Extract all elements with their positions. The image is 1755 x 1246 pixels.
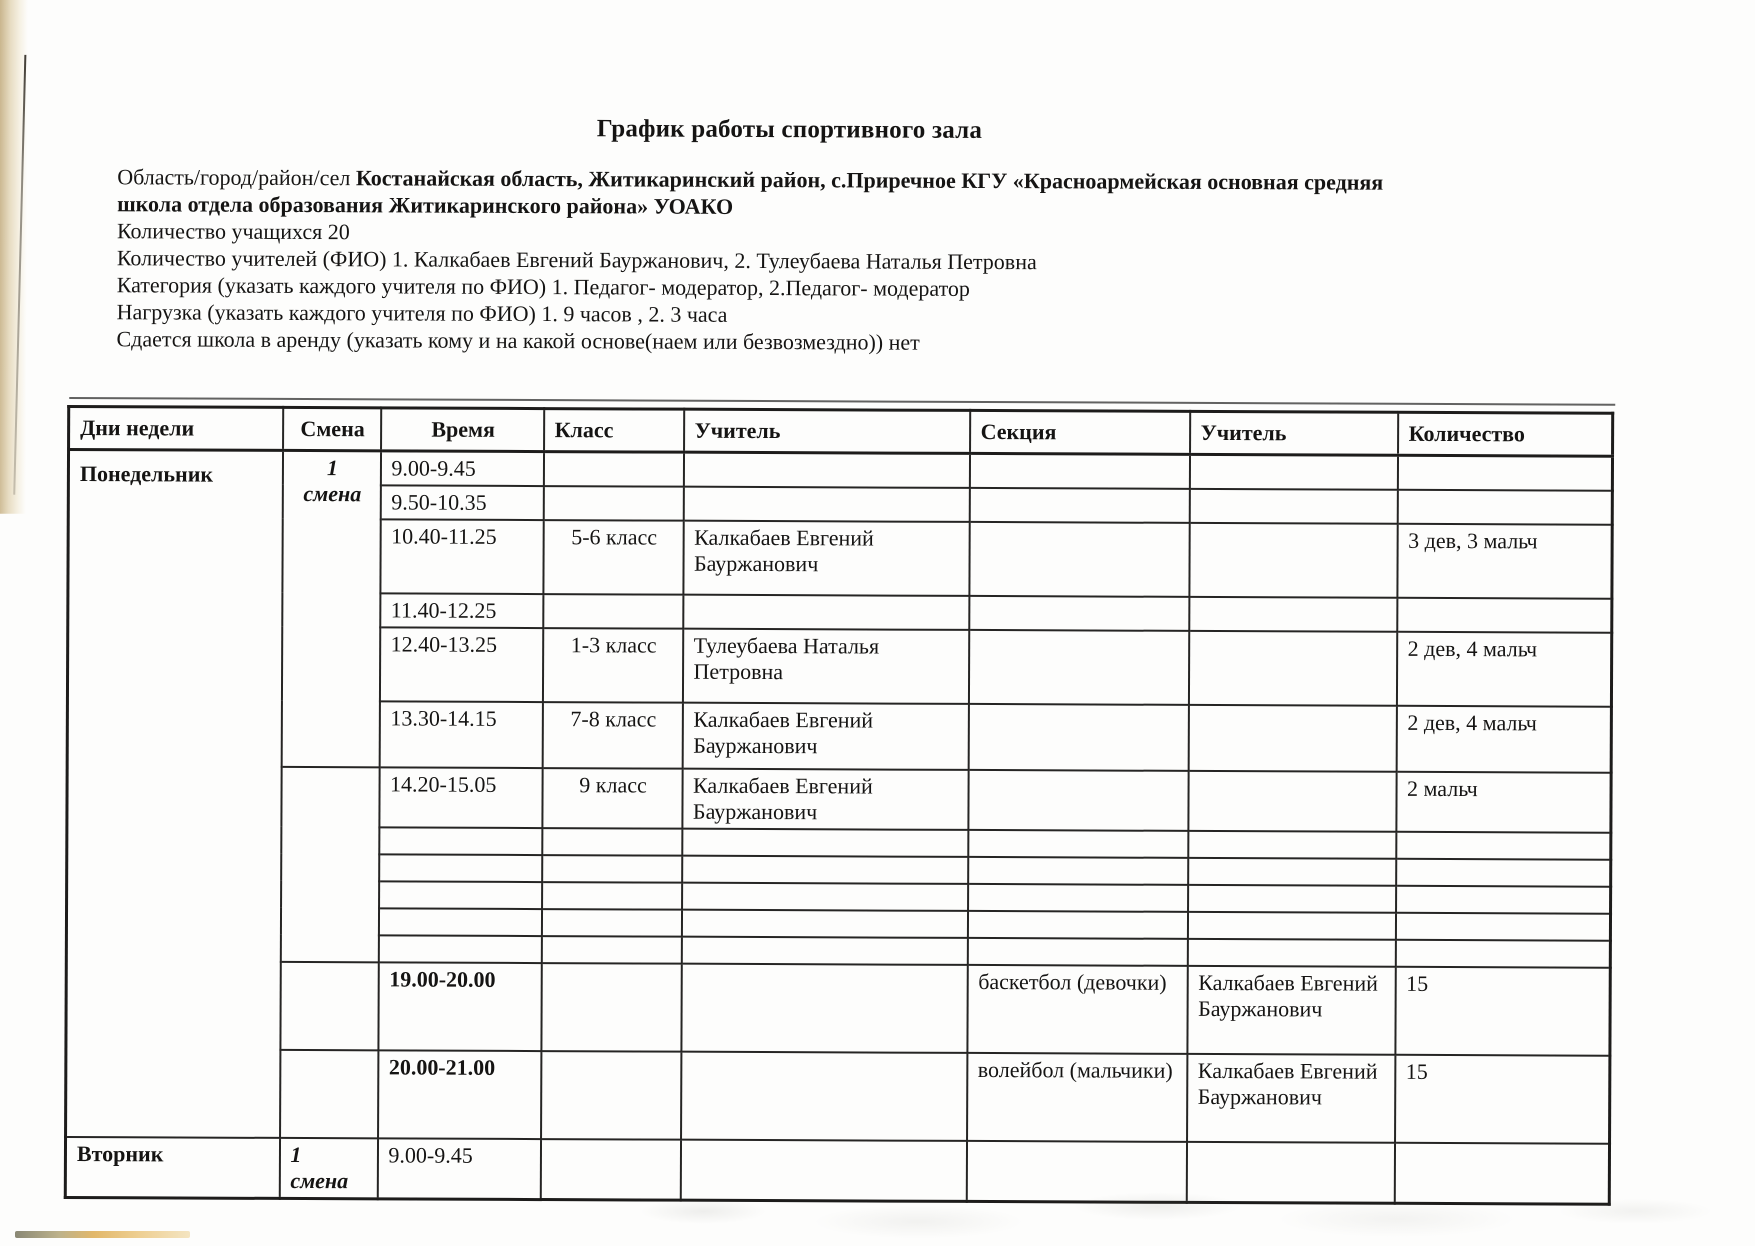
- column-header-shift: Смена: [283, 407, 381, 450]
- time-cell: 12.40-13.25: [379, 627, 542, 702]
- shift-word: смена: [303, 481, 362, 507]
- empty-cell: [378, 908, 541, 936]
- empty-cell: [1189, 523, 1397, 598]
- teacher-cell: Калкабаев Евгений Бауржанович: [682, 769, 968, 830]
- empty-cell: [968, 857, 1188, 885]
- empty-cell: [541, 1051, 681, 1140]
- class-cell: 7-8 класс: [542, 702, 682, 769]
- time-cell: 14.20-15.05: [379, 767, 542, 828]
- page-title: График работы спортивного зала: [596, 115, 983, 144]
- empty-cell: [969, 488, 1189, 523]
- empty-cell: [1188, 771, 1396, 832]
- empty-cell: [681, 937, 967, 965]
- empty-cell: [543, 452, 683, 487]
- empty-cell: [1395, 913, 1610, 941]
- time-cell: 9.50-10.35: [380, 485, 543, 520]
- empty-cell: [682, 883, 968, 911]
- empty-cell: [681, 910, 967, 938]
- empty-cell: [541, 963, 681, 1052]
- empty-cell: [968, 770, 1188, 831]
- empty-cell: [379, 854, 542, 882]
- empty-cell: [1396, 832, 1611, 860]
- empty-cell: [1189, 454, 1397, 489]
- section-cell: баскетбол (девочки): [967, 965, 1187, 1054]
- empty-cell: [542, 828, 682, 856]
- empty-cell: [683, 595, 969, 630]
- empty-cell: [968, 830, 1188, 858]
- empty-cell: [1188, 858, 1396, 886]
- info-location-value-part1: Костанайская область, Житикаринский район, с.Приречное КГУ «Красноармейская основная средняя: [355, 165, 1384, 195]
- empty-cell: [543, 594, 683, 629]
- empty-cell: [379, 881, 542, 909]
- empty-cell: [1188, 705, 1396, 772]
- empty-cell: [969, 522, 1189, 597]
- empty-cell: [1397, 455, 1612, 490]
- empty-cell: [968, 630, 1188, 705]
- empty-cell: [541, 909, 681, 937]
- empty-cell: [378, 935, 541, 963]
- empty-cell: [681, 964, 967, 1053]
- section-teacher-cell: Калкабаев Евгений Бауржанович: [1187, 1054, 1395, 1143]
- empty-cell: [1395, 940, 1610, 968]
- table-row: [67, 766, 1611, 833]
- empty-cell: [1189, 597, 1397, 632]
- info-line-rent: Сдается школа в аренду (указать кому и на какой основе(наем или безвозмездно)) нет: [116, 326, 920, 355]
- count-cell: 3 дев, 3 мальч: [1397, 524, 1612, 599]
- time-cell: 9.00-9.45: [377, 1138, 540, 1199]
- column-header-count: Количество: [1398, 412, 1613, 456]
- empty-cell: [967, 911, 1187, 939]
- info-line-students-count: Количество учащихся 20: [116, 218, 350, 245]
- class-cell: 9 класс: [542, 768, 682, 829]
- info-location-label: Область/город/район/сел: [117, 164, 351, 191]
- teacher-cell: Калкабаев Евгений Бауржанович: [683, 521, 969, 596]
- empty-cell: [682, 829, 968, 857]
- table-header-row: [69, 406, 1613, 456]
- shift-cell-empty: [280, 962, 378, 1050]
- empty-cell: [683, 452, 969, 488]
- empty-cell: [1397, 490, 1612, 525]
- class-cell: 1-3 класс: [542, 628, 682, 703]
- time-cell: 13.30-14.15: [379, 701, 542, 768]
- empty-cell: [968, 884, 1188, 912]
- count-cell: 2 мальч: [1396, 772, 1611, 833]
- info-line-teachers: Количество учителей (ФИО) 1. Калкабаев Евгений Бауржанович, 2. Тулеубаева Наталья Петровна: [116, 245, 1037, 275]
- empty-cell: [542, 882, 682, 910]
- class-cell: 5-6 класс: [543, 520, 683, 595]
- document-info-block: [116, 163, 1447, 358]
- time-cell: 19.00-20.00: [378, 962, 541, 1051]
- empty-cell: [1397, 598, 1612, 633]
- column-header-section: Секция: [970, 410, 1190, 454]
- schedule-table: [64, 405, 1614, 1206]
- column-header-days: Дни недели: [69, 406, 283, 450]
- day-cell-monday: Понедельник: [66, 449, 283, 1137]
- teacher-cell: Калкабаев Евгений Бауржанович: [682, 703, 968, 770]
- count-cell: 2 дев, 4 мальч: [1396, 706, 1611, 773]
- empty-cell: [1188, 631, 1396, 706]
- empty-cell: [1188, 885, 1396, 913]
- column-header-teacher: Учитель: [684, 409, 970, 453]
- scan-blob-artifact: [15, 1231, 190, 1238]
- table-row: [68, 449, 1612, 490]
- empty-cell: [1396, 886, 1611, 914]
- info-location-value-part2: школа отдела образования Житикаринского района» УОАКО: [117, 191, 734, 219]
- count-cell: 15: [1395, 1055, 1610, 1144]
- shift-number: 1: [290, 1141, 302, 1168]
- empty-cell: [1396, 859, 1611, 887]
- empty-cell: [682, 856, 968, 884]
- column-header-section-teacher: Учитель: [1190, 411, 1398, 455]
- column-header-time: Время: [381, 408, 544, 452]
- schedule-table-wrapper: [64, 405, 1611, 1206]
- empty-cell: [542, 855, 682, 883]
- empty-cell: [969, 596, 1189, 631]
- empty-cell: [967, 938, 1187, 966]
- section-teacher-cell: Калкабаев Евгений Бауржанович: [1187, 966, 1395, 1055]
- count-cell: 15: [1395, 967, 1610, 1056]
- shift-cell-empty: [280, 1050, 378, 1138]
- time-cell: 20.00-21.00: [378, 1050, 541, 1139]
- shift-cell-empty: [280, 767, 379, 962]
- section-cell: волейбол (мальчики): [967, 1053, 1187, 1142]
- empty-cell: [1188, 831, 1396, 859]
- empty-cell: [379, 827, 542, 855]
- teacher-cell: Тулеубаева Наталья Петровна: [682, 629, 968, 704]
- time-cell: 9.00-9.45: [380, 451, 543, 486]
- table-row: [66, 1049, 1610, 1144]
- empty-cell: [683, 487, 969, 522]
- empty-cell: [1187, 912, 1395, 940]
- shift-cell: [279, 1138, 377, 1199]
- count-cell: 2 дев, 4 мальч: [1396, 632, 1611, 707]
- day-cell-tuesday: Вторник: [65, 1137, 279, 1198]
- shift-number: 1: [326, 455, 339, 481]
- empty-cell: [1189, 489, 1397, 524]
- info-line-location: [117, 163, 1447, 223]
- empty-cell: [968, 704, 1188, 771]
- info-line-load: Нагрузка (указать каждого учителя по ФИО) 1. 9 часов , 2. 3 часа: [116, 299, 728, 327]
- time-cell: 10.40-11.25: [380, 519, 543, 594]
- empty-cell: [541, 936, 681, 964]
- time-cell: 11.40-12.25: [380, 593, 543, 628]
- column-header-class: Класс: [544, 409, 684, 453]
- scan-noise-artifact: [560, 1188, 1755, 1240]
- empty-cell: [1187, 939, 1395, 967]
- empty-cell: [543, 486, 683, 521]
- info-line-category: Категория (указать каждого учителя по ФИО) 1. Педагог- модератор, 2.Педагог- модератор: [116, 272, 970, 301]
- shift-cell: [281, 450, 380, 767]
- empty-cell: [969, 453, 1189, 488]
- shift-word: смена: [290, 1167, 349, 1194]
- table-row: [66, 961, 1610, 1056]
- empty-cell: [681, 1052, 967, 1141]
